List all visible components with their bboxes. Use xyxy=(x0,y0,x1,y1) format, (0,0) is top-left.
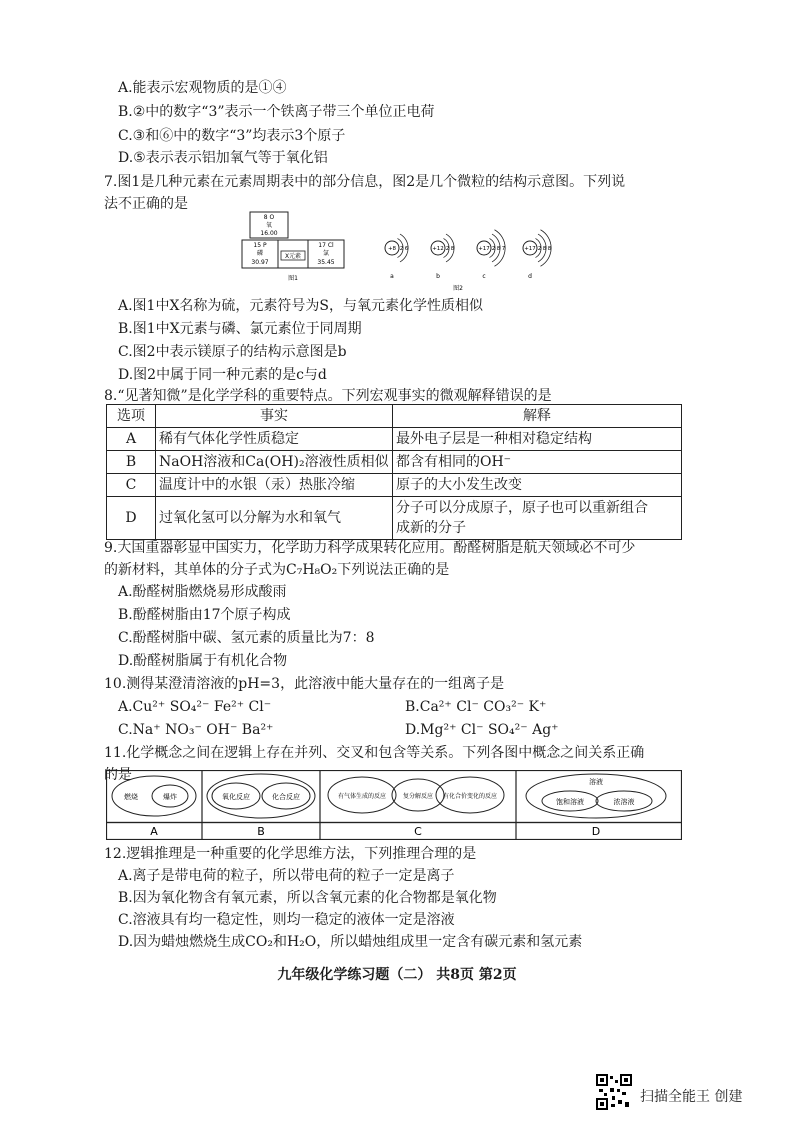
row-fact: 稀有气体化学性质稳定 xyxy=(156,428,393,451)
fig2-caption: 图2 xyxy=(453,285,463,292)
diagram-c-right: 有化合价变化的反应 xyxy=(442,793,498,800)
diagram-d-outer: 溶液 xyxy=(589,778,603,786)
cell-left-mass: 30.97 xyxy=(251,259,269,266)
shell-electron-count: 8 xyxy=(450,246,455,252)
q12-option-b: B.因为氧化物含有氧元素，所以含氧元素的化合物都是氧化物 xyxy=(118,890,497,906)
diagram-a-inner: 爆炸 xyxy=(163,793,177,801)
q7-option-d: D.图2中属于同一种元素的是c与d xyxy=(118,367,327,383)
row-explanation xyxy=(393,497,682,540)
q12-option-d: D.因为蜡烛燃烧生成CO₂和H₂O，所以蜡烛组成里一定含有碳元素和氢元素 xyxy=(118,934,583,950)
row-fact: NaOH溶液和Ca(OH)₂溶液性质相似 xyxy=(156,451,393,474)
diagram-d-left: 饱和溶液 xyxy=(556,798,584,806)
q9-stem-line1: 9.大国重器彰显中国实力，化学助力科学成果转化应用。酚醛树脂是航天领域必不可少 xyxy=(104,540,636,556)
header-explanation: 解释 xyxy=(393,405,682,428)
cell-right-number: 17 Cl xyxy=(318,242,334,249)
diagram-b xyxy=(207,774,315,838)
cell-top-name: 氧 xyxy=(265,222,273,229)
shell-electron-count: 2 xyxy=(445,246,450,252)
diagram-a-letter: A xyxy=(150,825,158,838)
row-option: D xyxy=(107,497,156,540)
cell-right-mass: 35.45 xyxy=(317,259,335,266)
periodic-table-figure xyxy=(242,212,344,282)
q12-stem: 12.逻辑推理是一种重要的化学思维方法，下列推理合理的是 xyxy=(104,846,477,862)
diagram-b-left: 氧化反应 xyxy=(222,793,250,801)
table-row xyxy=(107,497,682,540)
nucleus-charge: +12 xyxy=(432,246,444,252)
q10-option-c: C.Na⁺ NO₃⁻ OH⁻ Ba²⁺ xyxy=(118,722,274,738)
particle-letter: d xyxy=(528,273,532,280)
row-explanation: 最外电子层是一种相对稳定结构 xyxy=(393,428,682,451)
q6-option-d: D.⑤表示表示铝加氧气等于氧化铝 xyxy=(118,150,328,166)
atom-structure-figure xyxy=(385,230,552,280)
table-row xyxy=(107,428,682,451)
diagram-a-outer: 燃烧 xyxy=(124,793,138,801)
q9-option-c: C.酚醛树脂中碳、氢元素的质量比为7：8 xyxy=(118,630,375,646)
diagram-c-middle: 复分解反应 xyxy=(402,793,434,800)
q7-option-c: C.图2中表示镁原子的结构示意图是b xyxy=(118,344,347,360)
shell-electron-count: 6 xyxy=(404,246,409,252)
table-row xyxy=(107,451,682,474)
q7-figures xyxy=(230,210,570,294)
cell-top-number: 8 O xyxy=(263,214,275,221)
q10-option-d: D.Mg²⁺ Cl⁻ SO₄²⁻ Ag⁺ xyxy=(405,722,559,738)
q7-option-b: B.图1中X元素与磷、氯元素位于同周期 xyxy=(118,321,362,337)
q10-option-b: B.Ca²⁺ Cl⁻ CO₃²⁻ K⁺ xyxy=(405,699,547,715)
diagram-b-letter: B xyxy=(257,825,265,838)
table-row xyxy=(107,474,682,497)
q7-option-a: A.图1中X名称为硫，元素符号为S，与氧元素化学性质相似 xyxy=(118,298,484,314)
particle-letter: a xyxy=(390,273,394,280)
cell-top-mass: 16.00 xyxy=(260,230,278,237)
nucleus-charge: +8 xyxy=(387,246,397,252)
q9-option-d: D.酚醛树脂属于有机化合物 xyxy=(118,653,288,669)
diagram-c-left: 有气体生成的反应 xyxy=(337,793,387,800)
table-header-row xyxy=(107,405,682,428)
page-footer: 九年级化学练习题（二） 共8页 第2页 xyxy=(277,967,517,983)
q7-stem-line1: 7.图1是几种元素在元素周期表中的部分信息，图2是几个微粒的结构示意图。下列说 xyxy=(104,174,626,190)
q12-option-a: A.离子是带电荷的粒子，所以带电荷的粒子一定是离子 xyxy=(118,868,455,884)
q6-option-c: C.③和⑥中的数字“3”均表示3个原子 xyxy=(118,128,346,144)
q11-stem-line1: 11.化学概念之间在逻辑上存在并列、交叉和包含等关系。下列各图中概念之间关系正确 xyxy=(104,745,645,761)
cell-center-label: X元素 xyxy=(284,253,302,260)
particle-letter: b xyxy=(436,273,440,280)
diagram-a xyxy=(112,776,196,838)
q11-concept-diagrams xyxy=(106,770,682,840)
diagram-d-right: 浓溶液 xyxy=(613,798,635,806)
scanner-watermark: 扫描全能王 创建 xyxy=(640,1089,743,1105)
row-explanation: 原子的大小发生改变 xyxy=(393,474,682,497)
q6-option-a: A.能表示宏观物质的是①④ xyxy=(118,80,287,96)
row-option: B xyxy=(107,451,156,474)
q9-option-b: B.酚醛树脂由17个原子构成 xyxy=(118,607,291,623)
fig1-caption: 图1 xyxy=(288,275,298,282)
q8-stem: 8.“见著知微”是化学学科的重要特点。下列宏观事实的微观解释错误的是 xyxy=(104,388,552,404)
q6-option-b: B.②中的数字“3”表示一个铁离子带三个单位正电荷 xyxy=(118,104,435,120)
row-option: C xyxy=(107,474,156,497)
q7-stem-line2: 法不正确的是 xyxy=(104,196,188,212)
cell-right-name: 氯 xyxy=(322,250,330,257)
particle-letter: c xyxy=(482,273,486,280)
explanation-line1: 分子可以分成原子，原子也可以重新组合 xyxy=(396,500,648,516)
row-option: A xyxy=(107,428,156,451)
q10-stem: 10.测得某澄清溶液的pH=3，此溶液中能大量存在的一组离子是 xyxy=(104,676,505,692)
diagram-d-letter: D xyxy=(591,825,601,838)
diagram-b-right: 化合反应 xyxy=(272,793,300,801)
explanation-line2: 成新的分子 xyxy=(396,520,466,536)
diagram-c-letter: C xyxy=(414,825,422,838)
q10-option-a: A.Cu²⁺ SO₄²⁻ Fe²⁺ Cl⁻ xyxy=(118,699,272,715)
q9-stem-line2: 的新材料，其单体的分子式为C₇H₈O₂下列说法正确的是 xyxy=(104,562,450,578)
shell-electron-count: 2 xyxy=(491,246,496,252)
qr-code-icon xyxy=(596,1074,632,1110)
header-option: 选项 xyxy=(107,405,156,428)
cell-left-name: 磷 xyxy=(256,250,264,257)
q11-stem-line2: 的是 xyxy=(104,767,132,783)
header-fact: 事实 xyxy=(156,405,393,428)
q9-option-a: A.酚醛树脂燃烧易形成酸雨 xyxy=(118,584,287,600)
shell-electron-count: 8 xyxy=(496,246,501,252)
shell-electron-count: 2 xyxy=(399,246,404,252)
row-fact: 过氧化氢可以分解为水和氧气 xyxy=(156,497,393,540)
shell-electron-count: 8 xyxy=(547,246,552,252)
nucleus-charge: +17 xyxy=(478,246,490,252)
diagram-d xyxy=(526,774,666,838)
row-explanation: 都含有相同的OH⁻ xyxy=(393,451,682,474)
q8-table xyxy=(106,404,682,540)
q12-option-c: C.溶液具有均一稳定性，则均一稳定的液体一定是溶液 xyxy=(118,912,455,928)
shell-electron-count: 8 xyxy=(542,246,547,252)
shell-electron-count: 7 xyxy=(501,246,506,252)
shell-electron-count: 2 xyxy=(537,246,542,252)
cell-left-number: 15 P xyxy=(253,242,267,249)
nucleus-charge: +17 xyxy=(524,246,536,252)
row-fact: 温度计中的水银（汞）热胀冷缩 xyxy=(156,474,393,497)
diagram-c xyxy=(328,777,504,838)
